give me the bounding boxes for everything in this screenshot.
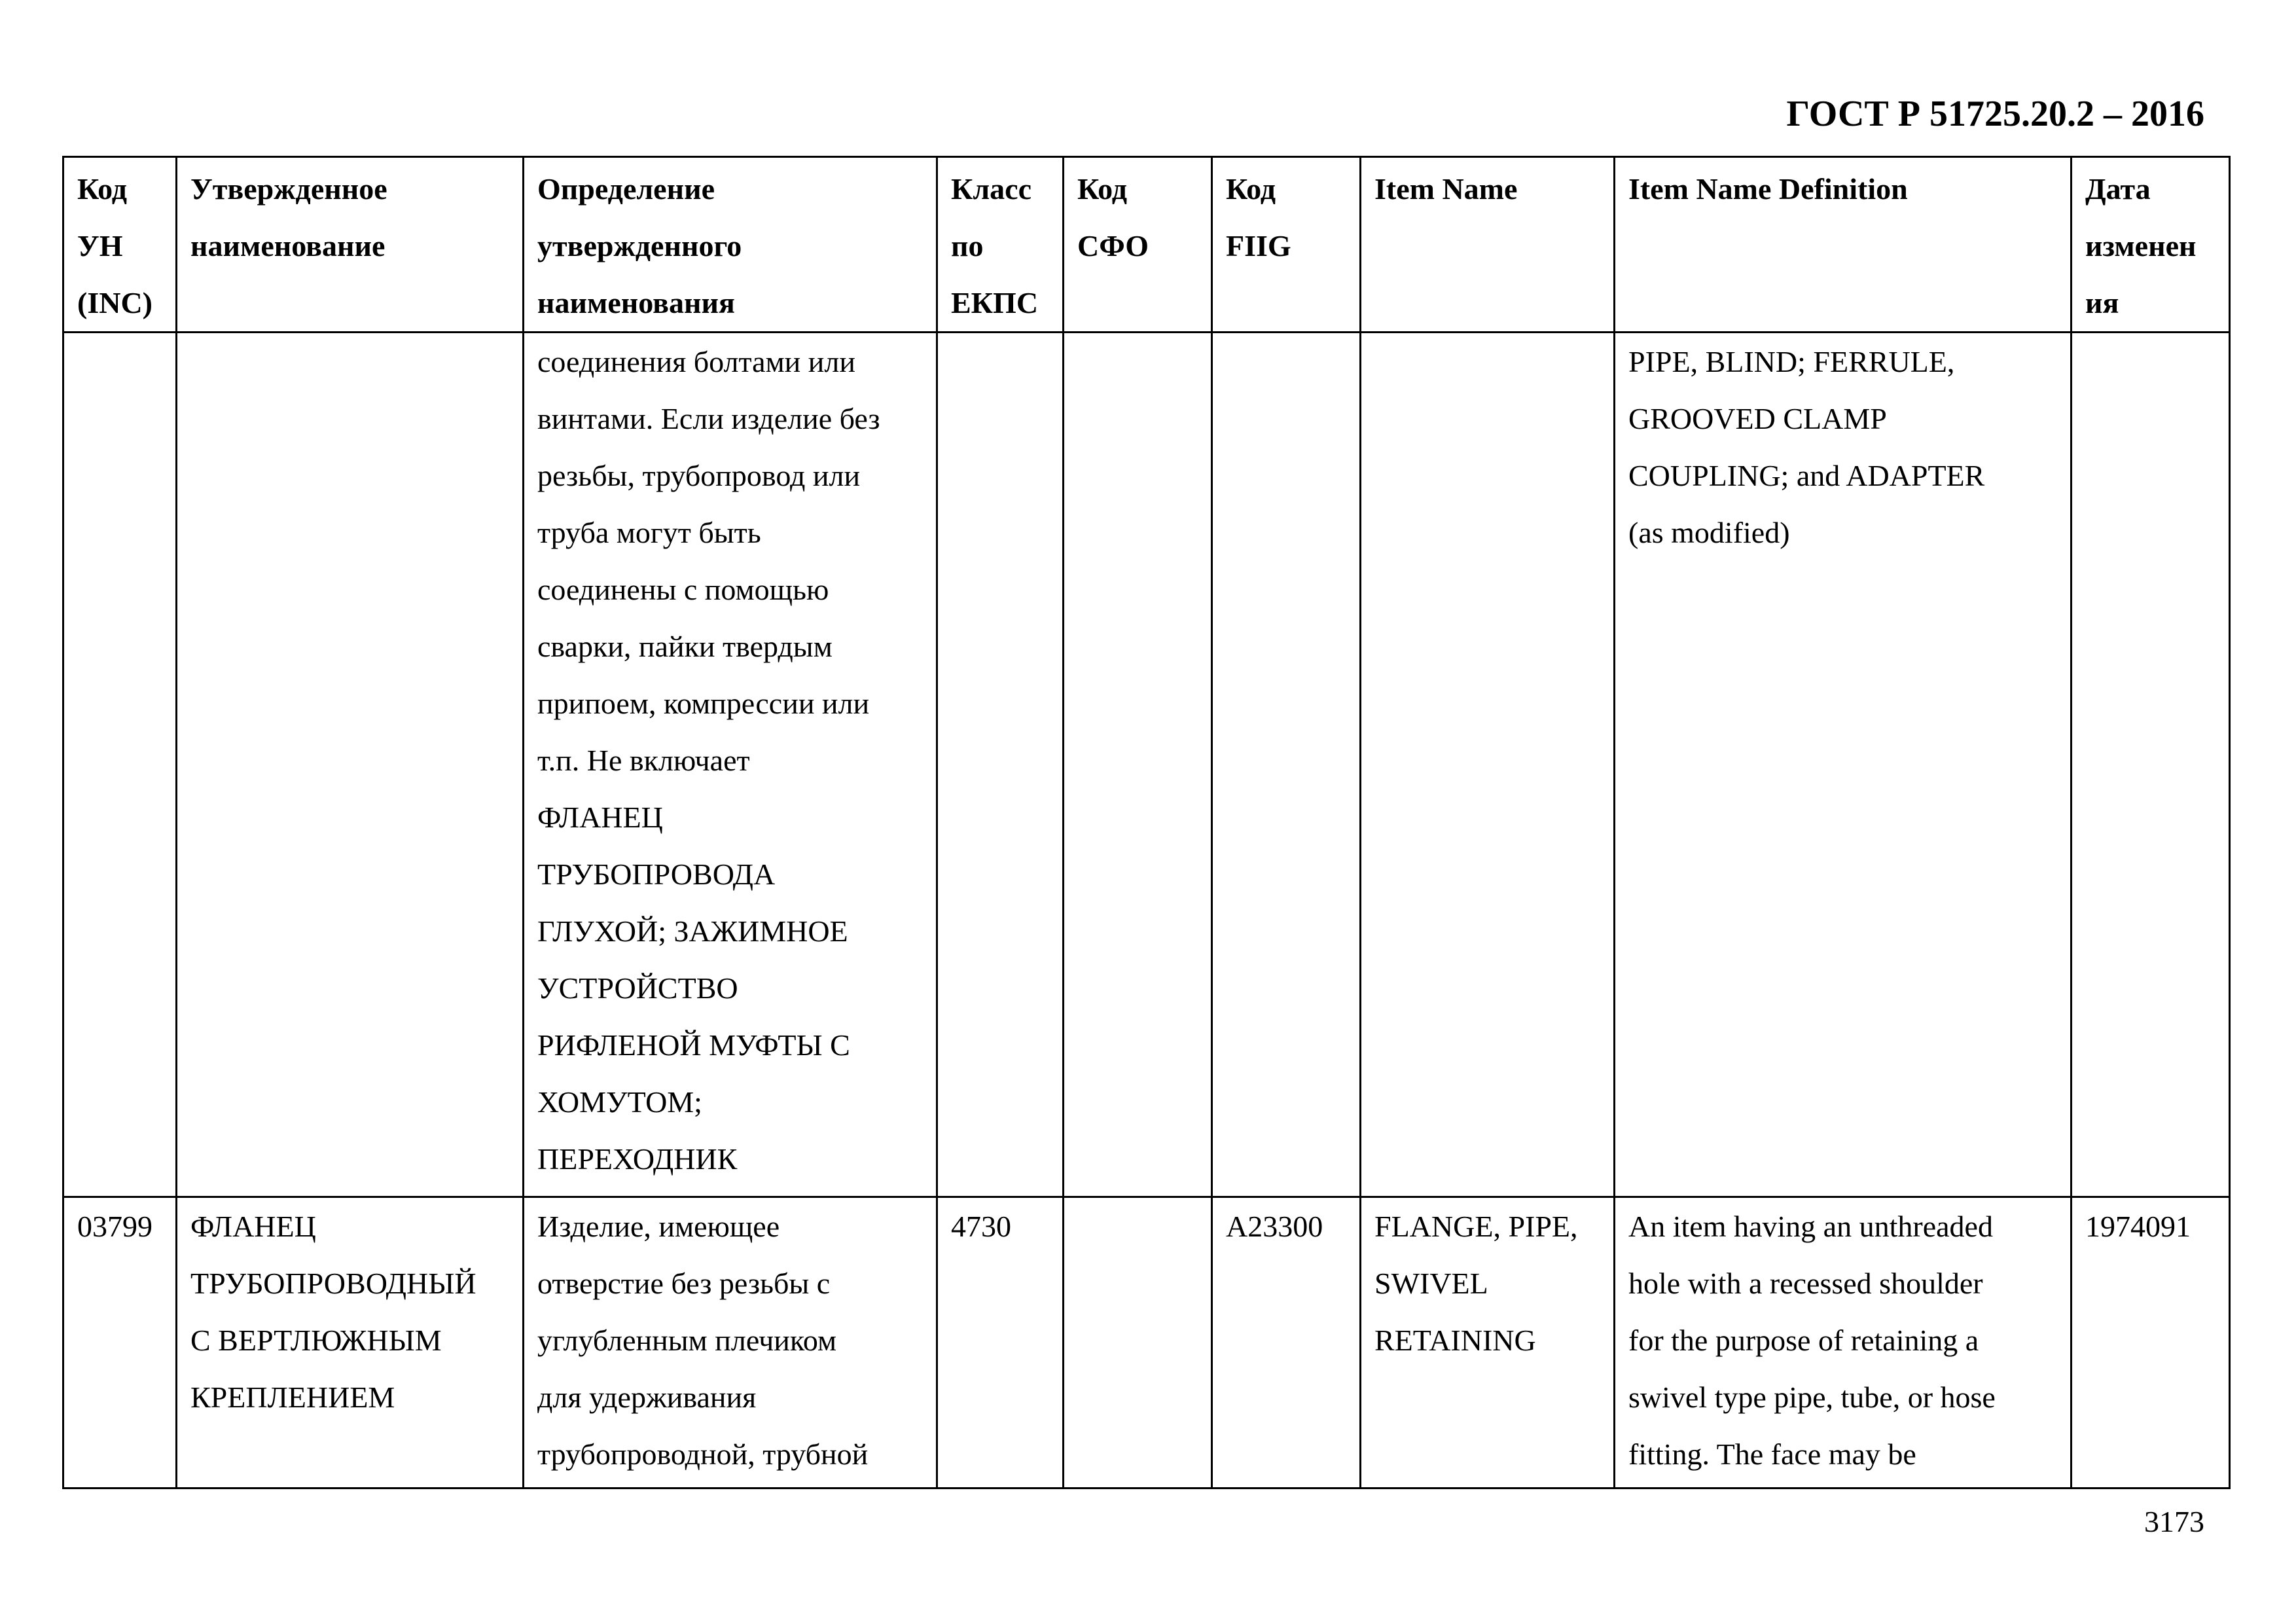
header-change-date: Дата изменен ия [2072,157,2230,333]
cell-approved-name [177,333,524,1197]
cell-definition: соединения болтами или винтами. Если изделие без резьбы, трубопровод или труба могут быть соединены с помощью сварки, пайки твердым припоем, компрессии или т.п. Не включает ФЛАНЕЦ ТРУБОПРОВОДА ГЛУХОЙ; ЗАЖИМНОЕ УСТРОЙСТВО РИФЛЕНОЙ МУФТЫ С ХОМУТОМ; ПЕРЕХОДНИК [524,333,937,1197]
cell-class [937,333,1064,1197]
header-class: Класс по ЕКПС [937,157,1064,333]
header-sfo: Код СФО [1064,157,1212,333]
header-item-name: Item Name [1361,157,1615,333]
cell-fiig: A23300 [1212,1197,1361,1489]
gost-classifier-table [62,156,2231,1489]
cell-change-date [2072,333,2230,1197]
document-header: ГОСТ Р 51725.20.2 – 2016 [1786,94,2204,134]
cell-definition: Изделие, имеющее отверстие без резьбы с углубленным плечиком для удерживания трубопроводной, трубной [524,1197,937,1489]
cell-item-name-definition: PIPE, BLIND; FERRULE, GROOVED CLAMP COUPLING; and ADAPTER (as modified) [1615,333,2072,1197]
cell-item-name: FLANGE, PIPE, SWIVEL RETAINING [1361,1197,1615,1489]
cell-sfo [1064,1197,1212,1489]
table-row [63,333,2230,1197]
header-fiig: Код FIIG [1212,157,1361,333]
cell-inc: 03799 [63,1197,177,1489]
cell-item-name [1361,333,1615,1197]
table-row [63,1197,2230,1489]
cell-fiig [1212,333,1361,1197]
cell-change-date: 1974091 [2072,1197,2230,1489]
header-item-name-definition: Item Name Definition [1615,157,2072,333]
header-inc: Код УН (INC) [63,157,177,333]
header-definition: Определение утвержденного наименования [524,157,937,333]
header-approved-name: Утвержденное наименование [177,157,524,333]
cell-class: 4730 [937,1197,1064,1489]
table-header-row [63,157,2230,333]
cell-sfo [1064,333,1212,1197]
cell-inc [63,333,177,1197]
cell-item-name-definition: An item having an unthreaded hole with a recessed shoulder for the purpose of retaining a swivel type pipe, tube, or hose fitting. The face may be [1615,1197,2072,1489]
cell-approved-name: ФЛАНЕЦ ТРУБОПРОВОДНЫЙ С ВЕРТЛЮЖНЫМ КРЕПЛЕНИЕМ [177,1197,524,1489]
page-number: 3173 [2144,1505,2204,1538]
